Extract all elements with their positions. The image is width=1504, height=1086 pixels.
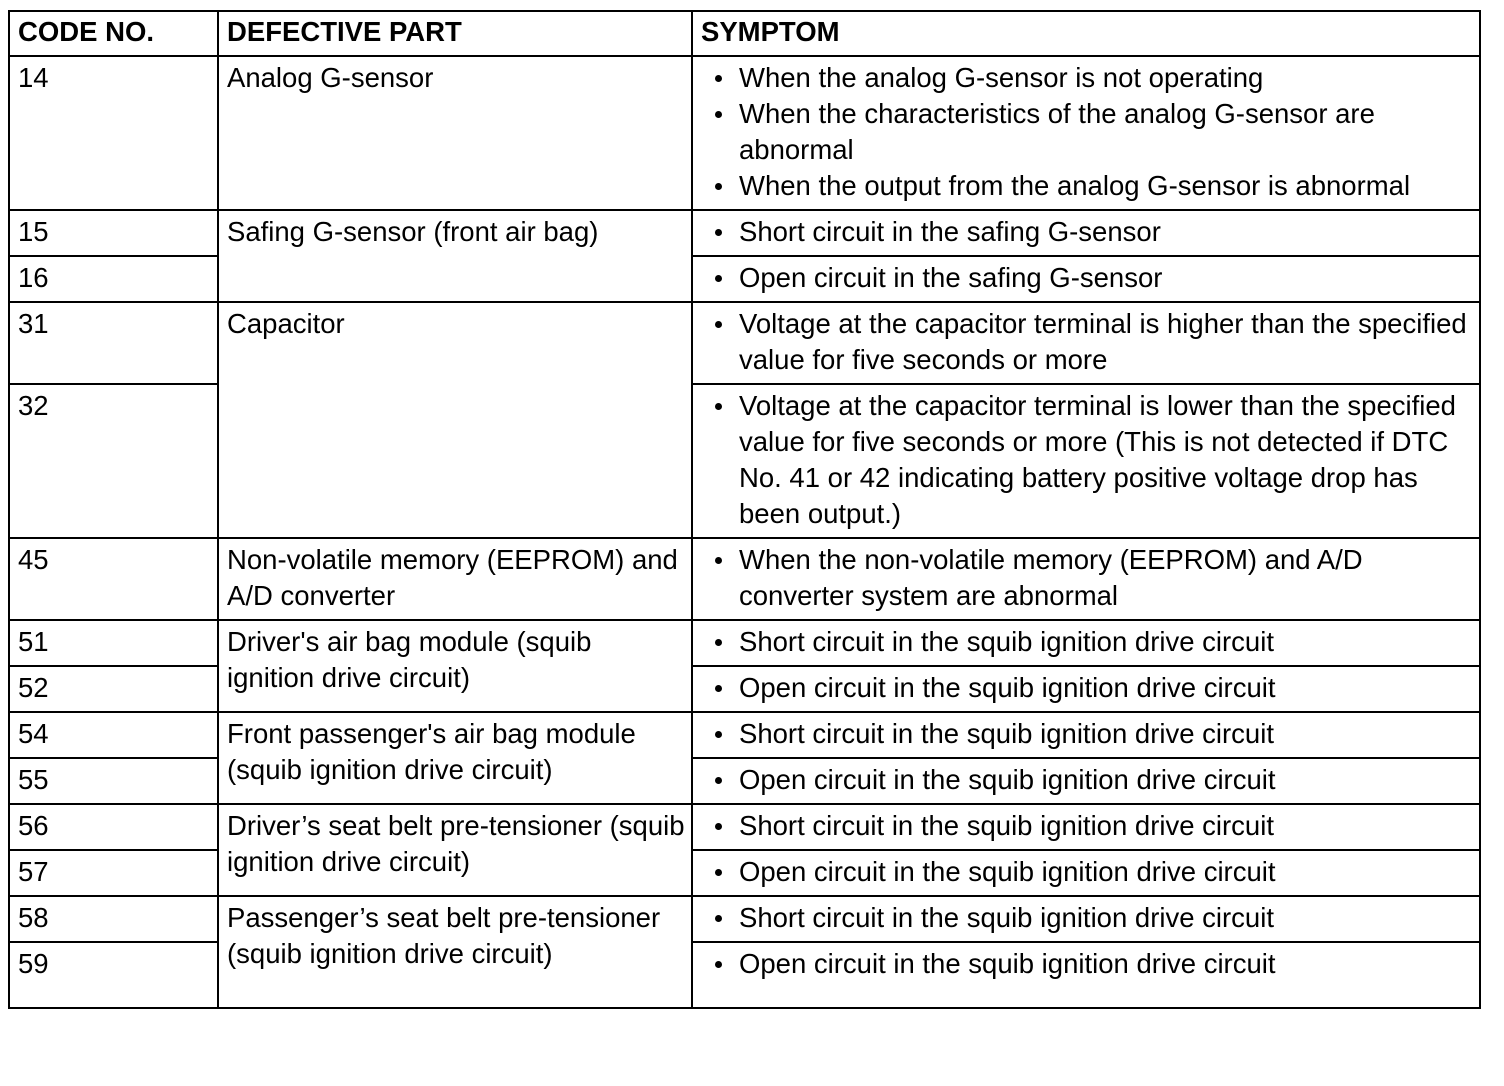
symptom-cell [692, 758, 1480, 804]
symptom-item: Short circuit in the squib ignition drive circuit [699, 716, 1473, 752]
part-cell: Front passenger's air bag module (squib ignition drive circuit) [218, 712, 692, 804]
symptom-item: Short circuit in the squib ignition drive circuit [699, 624, 1473, 660]
table-row [9, 804, 1480, 850]
symptom-item: When the output from the analog G-sensor is abnormal [699, 168, 1473, 204]
symptom-cell [692, 942, 1480, 1008]
symptom-cell [692, 256, 1480, 302]
symptom-item: Open circuit in the squib ignition drive circuit [699, 946, 1473, 982]
code-cell: 54 [9, 712, 218, 758]
code-cell: 16 [9, 256, 218, 302]
code-cell: 55 [9, 758, 218, 804]
table-row [9, 712, 1480, 758]
table-row [9, 620, 1480, 666]
dtc-table [8, 10, 1481, 1009]
part-cell: Non-volatile memory (EEPROM) and A/D converter [218, 538, 692, 620]
part-cell: Driver’s seat belt pre-tensioner (squib ignition drive circuit) [218, 804, 692, 896]
code-cell: 51 [9, 620, 218, 666]
symptom-cell [692, 302, 1480, 384]
symptom-item: Voltage at the capacitor terminal is lower than the specified value for five seconds or more (This is not detected if DTC No. 41 or 42 indicating battery positive voltage drop has been output.) [699, 388, 1473, 532]
table-row [9, 302, 1480, 384]
code-cell: 56 [9, 804, 218, 850]
code-cell: 57 [9, 850, 218, 896]
symptom-item: Short circuit in the safing G-sensor [699, 214, 1473, 250]
symptom-cell [692, 538, 1480, 620]
table-row [9, 896, 1480, 942]
header-row [9, 11, 1480, 56]
part-cell: Analog G-sensor [218, 56, 692, 210]
symptom-item: Voltage at the capacitor terminal is higher than the specified value for five seconds or more [699, 306, 1473, 378]
symptom-item: Short circuit in the squib ignition drive circuit [699, 808, 1473, 844]
symptom-item: Open circuit in the squib ignition drive circuit [699, 670, 1473, 706]
code-cell: 59 [9, 942, 218, 1008]
symptom-item: When the analog G-sensor is not operating [699, 60, 1473, 96]
symptom-cell [692, 712, 1480, 758]
symptom-item: Short circuit in the squib ignition drive circuit [699, 900, 1473, 936]
symptom-cell [692, 56, 1480, 210]
code-cell: 45 [9, 538, 218, 620]
symptom-item: When the characteristics of the analog G-sensor are abnormal [699, 96, 1473, 168]
symptom-cell [692, 210, 1480, 256]
code-cell: 32 [9, 384, 218, 538]
code-cell: 15 [9, 210, 218, 256]
symptom-cell [692, 666, 1480, 712]
symptom-cell [692, 804, 1480, 850]
header-symptom: SYMPTOM [692, 11, 1480, 56]
table-row [9, 56, 1480, 210]
symptom-item: Open circuit in the safing G-sensor [699, 260, 1473, 296]
part-cell: Driver's air bag module (squib ignition drive circuit) [218, 620, 692, 712]
symptom-cell [692, 896, 1480, 942]
table-row [9, 210, 1480, 256]
symptom-cell [692, 620, 1480, 666]
part-cell: Capacitor [218, 302, 692, 538]
code-cell: 52 [9, 666, 218, 712]
code-cell: 14 [9, 56, 218, 210]
symptom-item: Open circuit in the squib ignition drive circuit [699, 854, 1473, 890]
code-cell: 58 [9, 896, 218, 942]
symptom-item: Open circuit in the squib ignition drive circuit [699, 762, 1473, 798]
symptom-cell [692, 384, 1480, 538]
header-part: DEFECTIVE PART [218, 11, 692, 56]
part-cell: Safing G-sensor (front air bag) [218, 210, 692, 302]
table-row [9, 538, 1480, 620]
symptom-item: When the non-volatile memory (EEPROM) and A/D converter system are abnormal [699, 542, 1473, 614]
header-code: CODE NO. [9, 11, 218, 56]
symptom-cell [692, 850, 1480, 896]
code-cell: 31 [9, 302, 218, 384]
part-cell: Passenger’s seat belt pre-tensioner (squib ignition drive circuit) [218, 896, 692, 1008]
